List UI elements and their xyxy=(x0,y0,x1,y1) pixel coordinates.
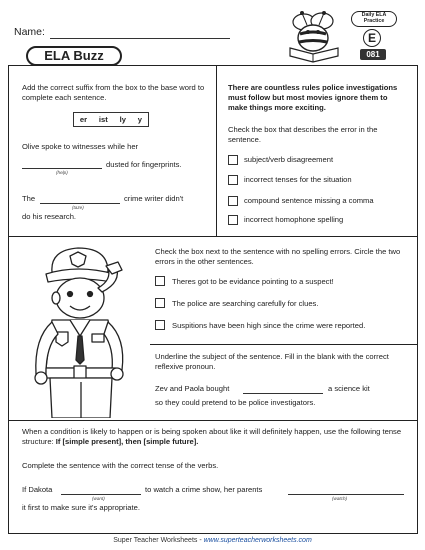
q5-blank-2[interactable] xyxy=(288,494,404,495)
q5-sentence-end: it first to make sure it's appropriate. xyxy=(22,503,140,512)
q5-sentence-mid: to watch a crime show, her parents xyxy=(145,485,263,494)
daily-practice-badge xyxy=(351,11,397,27)
q5-sentence-start: If Dakota xyxy=(22,485,53,494)
q1-blank1[interactable] xyxy=(22,168,102,169)
divider-1 xyxy=(8,236,418,237)
q3-checkbox-1[interactable] xyxy=(155,276,165,286)
q1-hint2: (taze) xyxy=(72,205,84,210)
footer xyxy=(0,537,425,544)
name-field[interactable] xyxy=(50,38,230,39)
q4-instruction: Underline the subject of the sentence. Fill in the blank with the correct reflexive pronoun. xyxy=(155,352,389,371)
suffix-box xyxy=(73,112,149,127)
q3-option-1: Theres got to be evidance pointing to a suspect! xyxy=(172,277,334,286)
q4-sentence-end: a science kit xyxy=(328,384,370,393)
footer-text: Super Teacher Worksheets - xyxy=(113,537,202,544)
q4-sentence-cont: so they could pretend to be police investigators. xyxy=(155,398,316,407)
q2-checkbox-3[interactable] xyxy=(228,196,238,206)
worksheet-title: ELA Buzz xyxy=(44,48,104,63)
q2-option-1: subject/verb disagreement xyxy=(244,155,334,164)
footer-link[interactable]: www.superteacherworksheets.com xyxy=(203,537,312,544)
q2-checkbox-2[interactable] xyxy=(228,175,238,185)
q2-option-3: compound sentence missing a comma xyxy=(244,196,374,205)
q4-sentence-start: Zev and Paola bought xyxy=(155,384,230,393)
badge-line1: Daily ELA xyxy=(361,12,387,18)
level-letter: E xyxy=(363,29,381,47)
q2-intro: There are countless rules police investigations must follow but most movies ignore them to make things more exciting. xyxy=(228,83,398,112)
title-banner xyxy=(26,46,122,66)
worksheet-number: 081 xyxy=(360,49,386,60)
q1-sentence2-start: The xyxy=(22,194,36,203)
q5-instruction xyxy=(22,427,410,447)
suffix-ly: ly xyxy=(119,115,126,124)
q3-option-2: The police are searching carefully for clues. xyxy=(172,299,319,308)
q2-option-2: incorrect tenses for the situation xyxy=(244,175,352,184)
q2-checkbox-1[interactable] xyxy=(228,155,238,165)
q1-blank2[interactable] xyxy=(40,203,120,204)
q1-sentence2-cont: do his research. xyxy=(22,212,77,221)
q5-instruction-text: When a condition is likely to happen or is being spoken about like it will definitely happen, use the following tense structure: xyxy=(22,427,402,446)
q1-hint1: (help) xyxy=(56,170,68,175)
q3-checkbox-2[interactable] xyxy=(155,298,165,308)
suffix-ist: ist xyxy=(98,115,108,124)
badge-line2: Practice xyxy=(363,18,385,25)
name-label: Name: xyxy=(14,26,45,38)
q1-sentence1-end: dusted for fingerprints. xyxy=(106,160,182,169)
divider-3 xyxy=(8,420,418,421)
bee-reading-icon xyxy=(282,8,346,64)
suffix-y: y xyxy=(137,115,143,124)
q5-tense-structure: If [simple present], then [simple future]. xyxy=(55,437,199,446)
q2-checkbox-4[interactable] xyxy=(228,215,238,225)
q3-instruction: Check the box next to the sentence with no spelling errors. Circle the two errors in the other sentences. xyxy=(155,247,401,266)
q2-instruction: Check the box that describes the error in the sentence. xyxy=(228,125,378,144)
q5-hint-1: (want) xyxy=(92,496,105,501)
suffix-er: er xyxy=(79,115,88,124)
q3-option-3: Suspitions have been high since the crime were reported. xyxy=(172,321,366,330)
q2-option-4: incorrect homophone spelling xyxy=(244,215,344,224)
q1-sentence1: Olive spoke to witnesses while her xyxy=(22,142,139,151)
q1-instruction: Add the correct suffix from the box to the base word to complete each sentence. xyxy=(22,83,205,102)
q5-hint-2: (watch) xyxy=(332,496,348,501)
divider-vertical xyxy=(216,65,217,236)
q4-blank[interactable] xyxy=(243,393,323,394)
q5-prompt: Complete the sentence with the correct tense of the verbs. xyxy=(22,461,219,470)
q3-checkbox-3[interactable] xyxy=(155,320,165,330)
q1-sentence2-end: crime writer didn't xyxy=(124,194,184,203)
police-officer-illustration xyxy=(12,242,150,418)
q5-blank-1[interactable] xyxy=(61,494,141,495)
divider-2 xyxy=(150,344,418,345)
